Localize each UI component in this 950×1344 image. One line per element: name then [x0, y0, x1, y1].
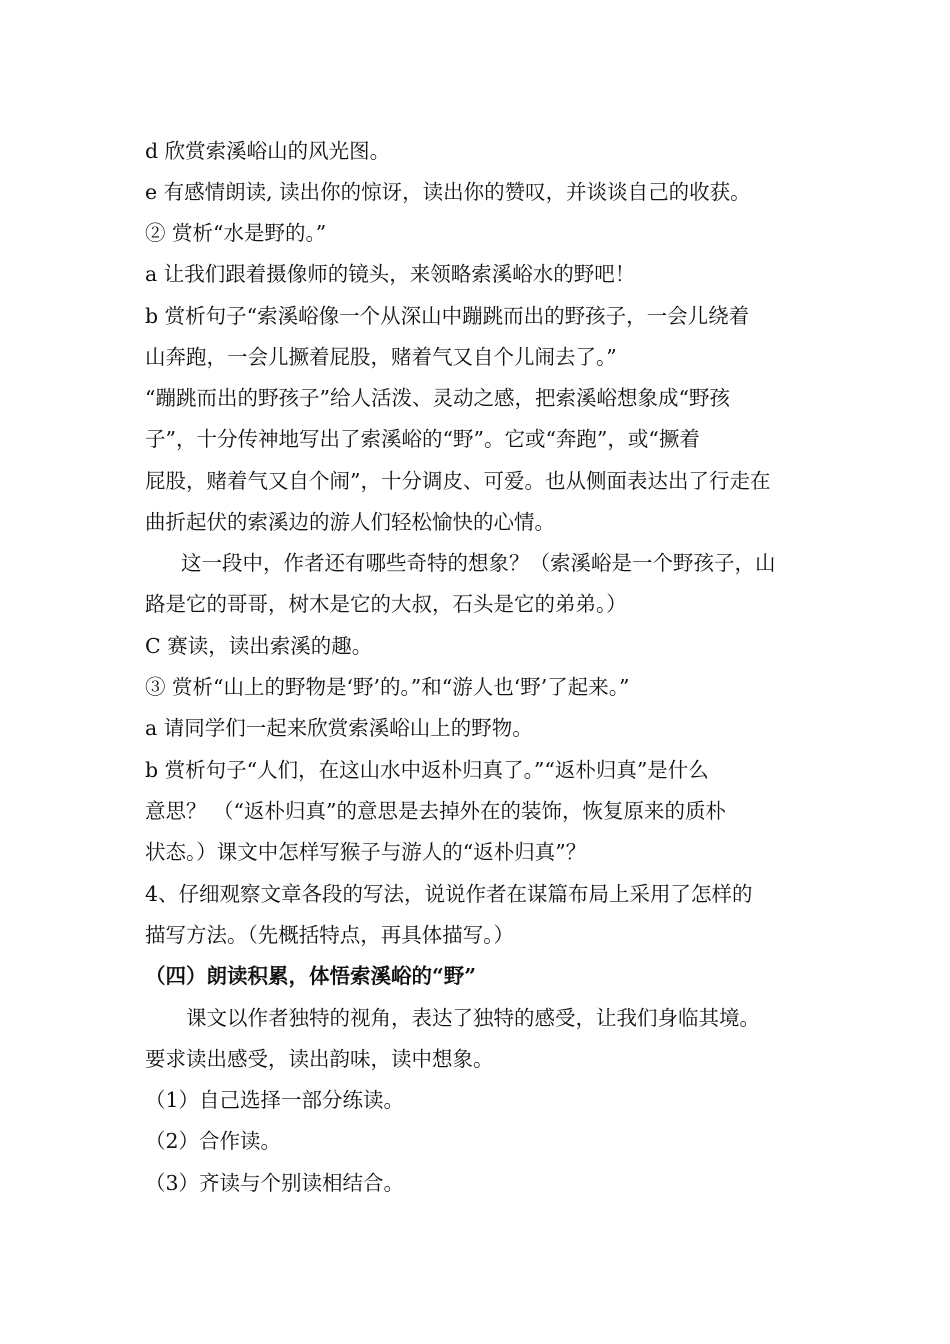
list-item-1: （1）自己选择一部分练读。 — [145, 1088, 405, 1112]
text-line-7: “蹦跳而出的野孩子”给人活泼、灵动之感，把索溪峪想象成“野孩 — [145, 386, 730, 410]
list-item-3: （3）齐读与个别读相结合。 — [145, 1171, 405, 1195]
text-line-15: a 请同学们一起来欣赏索溪峪山上的野物。 — [145, 716, 533, 740]
section-heading: （四）朗读积累，体悟索溪峪的“野” — [145, 964, 477, 988]
text-line-10: 曲折起伏的索溪边的游人们轻松愉快的心情。 — [145, 510, 555, 534]
text-line-6: 山奔跑，一会儿撅着屁股，赌着气又自个儿闹去了。” — [145, 345, 617, 369]
text-line-16: b 赏析句子“人们，在这山水中返朴归真了。”“返朴归真”是什么 — [145, 758, 709, 782]
text-line-19: 4、仔细观察文章各段的写法，说说作者在谋篇布局上采用了怎样的 — [145, 882, 753, 906]
text-line-18: 状态。）课文中怎样写猴子与游人的“返朴归真”？ — [145, 840, 587, 864]
text-line-2: e 有感情朗读, 读出你的惊讶，读出你的赞叹，并谈谈自己的收获。 — [145, 180, 751, 204]
text-line-20: 描写方法。（先概括特点，再具体描写。） — [145, 923, 514, 947]
text-line-22-indented: 课文以作者独特的视角，表达了独特的感受，让我们身临其境。 — [186, 1006, 760, 1030]
text-line-13: C 赛读，读出索溪的趣。 — [145, 634, 373, 658]
text-line-5: b 赏析句子“索溪峪像一个从深山中蹦跳而出的野孩子，一会儿绕着 — [145, 304, 750, 328]
text-line-23: 要求读出感受，读出韵味，读中想象。 — [145, 1047, 494, 1071]
text-line-3: ② 赏析“水是野的。” — [145, 221, 327, 245]
text-line-4: a 让我们跟着摄像师的镜头，来领略索溪峪水的野吧！ — [145, 262, 636, 286]
text-line-11-indented: 这一段中，作者还有哪些奇特的想象？（索溪峪是一个野孩子，山 — [181, 551, 776, 575]
text-line-8: 子”，十分传神地写出了索溪峪的“野”。它或“奔跑”，或“撅着 — [145, 427, 700, 451]
text-line-12: 路是它的哥哥，树木是它的大叔，石头是它的弟弟。） — [145, 592, 627, 616]
text-line-17: 意思？ （“返朴归真”的意思是去掉外在的装饰，恢复原来的质朴 — [145, 799, 726, 823]
text-line-14: ③ 赏析“山上的野物是‘野’的。”和“游人也‘野’了起来。” — [145, 675, 630, 699]
list-item-2: （2）合作读。 — [145, 1129, 282, 1153]
text-line-9: 屁股，赌着气又自个闹”，十分调皮、可爱。也从侧面表达出了行走在 — [145, 469, 771, 493]
text-line-1: d 欣赏索溪峪山的风光图。 — [145, 139, 391, 163]
